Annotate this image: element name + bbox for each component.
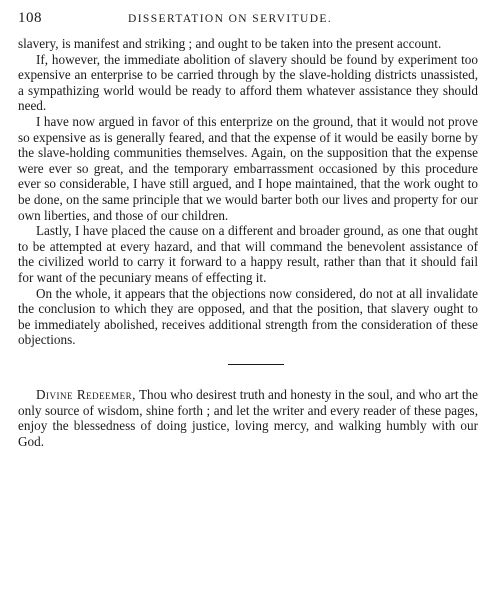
prayer-lead: Divine Redeemer, bbox=[36, 386, 136, 402]
paragraph-conclusion: On the whole, it appears that the objections now considered, do not at all invalidate the conclusion to which they are opposed, and that the position, that slavery ought to be immediately abolished, receives additional strength from the consideration of these objections. bbox=[18, 285, 478, 348]
running-title: DISSERTATION ON SERVITUDE. bbox=[128, 13, 333, 25]
section-divider bbox=[228, 364, 284, 365]
running-head bbox=[18, 10, 478, 36]
paragraph-expense-argument: I have now argued in favor of this enterprize on the ground, that it would not prove so expensive as is generally feared, and that the expense of it would be easily borne by the slave-holding communities themselves. Again, on the supposition that the expense were ever so great, and the temporary embarrassment occasioned by this procedure ever so considerable, I have still argued, and I hope maintained, that the work ought to be done, on the same principle that we would barter both our lives and property for our own liberties, and those of our children. bbox=[18, 113, 478, 223]
body-text bbox=[18, 36, 478, 348]
paragraph-abolition-assistance: If, however, the immediate abolition of slavery should be found by experiment too expensive an enterprise to be carried through by the slave-holding districts unassisted, a sympathizing world would be ready to afford them whatever assistance they should need. bbox=[18, 51, 478, 114]
prayer-text: Thou who desirest truth and honesty in the soul, and who art the only source of wisdom, shine forth ; and let the writer and every reader of these pages, enjoy the blessedness of doing justice, loving mercy, and walking humbly with our God. bbox=[18, 386, 478, 450]
page-number: 108 bbox=[18, 10, 42, 26]
closing-prayer bbox=[18, 387, 478, 450]
paragraph-continuation: slavery, is manifest and striking ; and ought to be taken into the present account. bbox=[18, 36, 442, 51]
paragraph-broader-ground: Lastly, I have placed the cause on a different and broader ground, as one that ought to be attempted at every hazard, and that will command the benevolent assistance of the civilized world to carry it forward to a happy result, rather than that it should fail for want of the pecuniary means of effecting it. bbox=[18, 223, 478, 285]
